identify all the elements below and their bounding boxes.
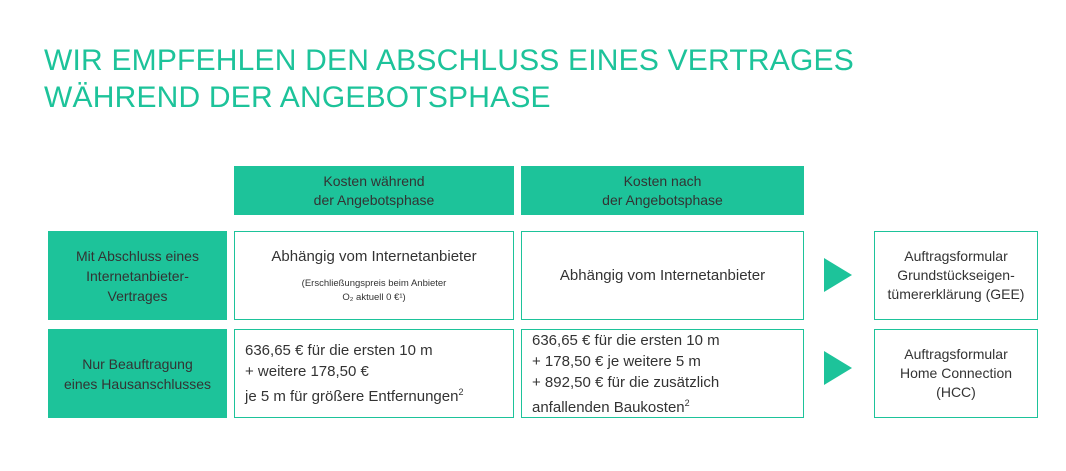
cell-line: + 892,50 € für die zusätzlich <box>532 373 720 391</box>
play-arrow-icon <box>824 258 852 292</box>
cell-note-line: (Erschließungspreis beim Anbieter <box>301 278 447 289</box>
row-label-line: Mit Abschluss eines <box>76 247 199 264</box>
page-title <box>44 42 854 116</box>
column-header-during <box>234 166 514 215</box>
cell-line-text: je 5 m für größere Entfernungen <box>245 388 459 405</box>
result-line: Grundstückseigen- <box>897 267 1015 283</box>
result-line: Home Connection <box>899 365 1013 381</box>
row-label-line: Internetanbieter- <box>86 267 189 284</box>
cell-line-text: anfallenden Baukosten <box>532 398 685 416</box>
row-label-line: Vertrages <box>107 287 168 304</box>
cell-with-contract-during <box>234 231 514 320</box>
result-line: (HCC) <box>936 384 976 400</box>
cell-line <box>245 382 463 407</box>
title-line-1: WIR EMPFEHLEN DEN ABSCHLUSS EINES VERTRAGES <box>44 44 854 77</box>
cell-main-text: Abhängig vom Internetanbieter <box>271 248 477 265</box>
result-line: Auftragsformular <box>904 248 1008 264</box>
cell-house-connection-during <box>234 329 514 418</box>
play-arrow-icon <box>824 351 852 385</box>
cell-line: 636,65 € für die ersten 10 m <box>245 342 433 359</box>
result-box-hcc <box>874 329 1038 418</box>
column-header-during-line1: Kosten während <box>323 172 425 189</box>
result-line: tümererklärung (GEE) <box>887 286 1025 302</box>
row-label-with-contract <box>48 231 227 320</box>
result-line: Auftragsformular <box>904 346 1008 362</box>
cell-line <box>532 393 690 418</box>
cell-line: + weitere 178,50 € <box>245 363 369 380</box>
column-header-after-line2: der Angebotsphase <box>602 191 723 208</box>
cell-main-text: Abhängig vom Internetanbieter <box>559 267 766 284</box>
row-label-line: eines Hausanschlusses <box>63 375 212 392</box>
cell-with-contract-after <box>521 231 804 320</box>
column-header-after <box>521 166 804 215</box>
row-label-line: Nur Beauftragung <box>82 355 193 372</box>
cell-house-connection-after <box>521 329 804 418</box>
footnote-ref: 2 <box>458 387 464 397</box>
footnote-ref: 2 <box>684 397 690 408</box>
row-label-house-connection <box>48 329 227 418</box>
column-header-after-line1: Kosten nach <box>623 172 702 189</box>
cell-note-line: O₂ aktuell 0 €¹) <box>342 292 406 303</box>
result-box-gee <box>874 231 1038 320</box>
cell-line: 636,65 € für die ersten 10 m <box>532 331 720 349</box>
cell-line: + 178,50 € je weitere 5 m <box>532 352 701 370</box>
title-line-2: WÄHREND DER ANGEBOTSPHASE <box>44 81 551 114</box>
column-header-during-line2: der Angebotsphase <box>313 191 435 208</box>
